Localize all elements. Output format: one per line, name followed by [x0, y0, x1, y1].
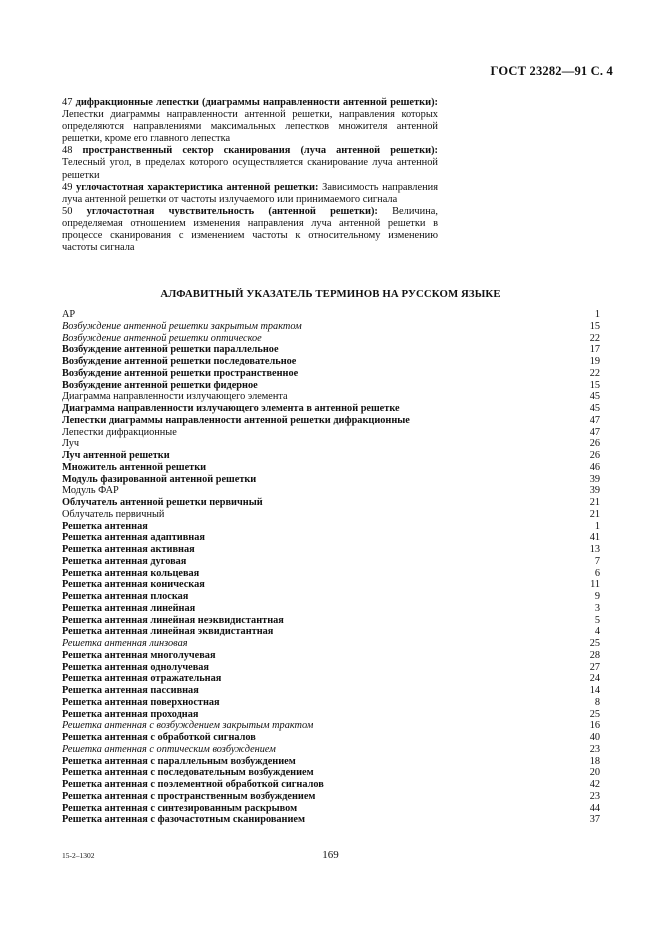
- index-term: Решетка антенная плоская: [62, 591, 189, 602]
- index-term-number: 25: [589, 708, 600, 720]
- term-definition: Лепестки диаграммы направленности антенной решетки, направления которых определяются направлениями максимальных лепестков множителя антенной решетки, кроме его главного лепестка: [62, 109, 438, 145]
- index-term-number: 21: [589, 497, 600, 508]
- index-entry: [62, 697, 600, 709]
- index-term: Решетка антенная с последовательным возбуждением: [62, 767, 314, 779]
- document-header: ГОСТ 23282—91 С. 4: [490, 64, 613, 78]
- index-term-number: 24: [589, 673, 600, 685]
- index-term: Решетка антенная многолучевая: [62, 649, 216, 661]
- index-term-number: 46: [589, 461, 600, 473]
- index-term-number: 8: [594, 696, 600, 708]
- index-term: Решетка антенная: [62, 520, 148, 532]
- index-term-number: 47: [589, 426, 600, 438]
- index-entry: [62, 427, 600, 439]
- index-term-number: 9: [594, 591, 600, 602]
- index-term-number: 39: [589, 485, 600, 497]
- index-entry: [62, 462, 600, 474]
- term-number: 48: [62, 145, 73, 157]
- index-term: Решетка антенная пассивная: [62, 685, 199, 696]
- index-term-number: 7: [594, 555, 600, 567]
- index-term: Решетка антенная активная: [62, 544, 195, 555]
- index-term: Диаграмма направленности излучающего элемента: [62, 391, 288, 403]
- term-entry: [62, 182, 438, 206]
- print-code: 15-2–1302: [62, 851, 95, 860]
- index-term: Решетка антенная с пространственным возбуждением: [62, 790, 316, 802]
- index-entry: [62, 509, 600, 521]
- index-term: Решетка антенная дуговая: [62, 555, 187, 567]
- index-entry: [62, 544, 600, 556]
- index-term-number: 5: [594, 614, 600, 626]
- index-term-number: 1: [594, 309, 600, 320]
- index-term-number: 45: [589, 391, 600, 403]
- term-number: 49: [62, 181, 73, 193]
- index-term: АР: [62, 309, 76, 320]
- term-definition: Величина, определяемая отношением изменения направления луча антенной решетки в процессе сканирования с изменением частоты к относительному изменению частоты сигнала: [62, 205, 438, 254]
- index-term: Луч: [62, 438, 80, 450]
- index-entry: [62, 474, 600, 486]
- index-entry: [62, 603, 600, 615]
- index-term-number: 41: [589, 532, 600, 544]
- term-definition: Зависимость направления луча антенной решетки от частоты излучаемого или принимаемого сигнала: [62, 181, 438, 205]
- index-entry: [62, 309, 600, 321]
- term-name: пространственный сектор сканирования (луча антенной решетки):: [82, 145, 438, 157]
- index-term: Решетка антенная отражательная: [62, 673, 222, 685]
- index-term-number: 16: [589, 720, 600, 732]
- index-term-number: 17: [589, 344, 600, 356]
- term-entry: [62, 97, 438, 145]
- index-term: Решетка антенная с обработкой сигналов: [62, 732, 256, 743]
- index-entry: [62, 803, 600, 815]
- term-number: 47: [62, 97, 73, 108]
- index-term-number: 39: [589, 473, 600, 485]
- index-term-number: 22: [589, 367, 600, 379]
- index-term: Решетка антенная с возбуждением закрытым трактом: [62, 720, 314, 732]
- index-entry: [62, 732, 600, 744]
- index-term: Решетка антенная с синтезированным раскрывом: [62, 802, 298, 814]
- index-entry: [62, 615, 600, 627]
- index-term: Решетка антенная линейная: [62, 602, 196, 614]
- term-definitions: [62, 97, 438, 254]
- index-term-number: 27: [589, 661, 600, 673]
- index-term: Облучатель первичный: [62, 508, 165, 520]
- index-term: Возбуждение антенной решетки параллельное: [62, 344, 279, 356]
- index-title: АЛФАВИТНЫЙ УКАЗАТЕЛЬ ТЕРМИНОВ НА РУССКОМ ЯЗЫКЕ: [160, 288, 501, 300]
- index-entry: [62, 791, 600, 803]
- index-term-number: 28: [589, 649, 600, 661]
- index-term: Лепестки диаграммы направленности антенной решетки дифракционные: [62, 414, 410, 426]
- index-term-number: 45: [589, 403, 600, 414]
- index-term: Модуль фазированной антенной решетки: [62, 473, 257, 485]
- index-entry: [62, 767, 600, 779]
- term-entry: [62, 206, 438, 254]
- index-term: Диаграмма направленности излучающего элемента в антенной решетке: [62, 403, 400, 414]
- index-term: Решетка антенная адаптивная: [62, 532, 205, 544]
- index-entry: [62, 485, 600, 497]
- index-term-number: 15: [589, 379, 600, 391]
- index-term: Решетка антенная линзовая: [62, 638, 188, 649]
- index-term: Решетка антенная с поэлементной обработкой сигналов: [62, 779, 324, 790]
- index-entry: [62, 391, 600, 403]
- index-term: Возбуждение антенной решетки фидерное: [62, 379, 258, 391]
- index-entry: [62, 532, 600, 544]
- index-entry: [62, 814, 600, 826]
- term-name: углочастотная чувствительность (антенной решетки):: [86, 205, 378, 217]
- index-term-number: 23: [589, 790, 600, 802]
- index-term: Решетка антенная линейная неэквидистантная: [62, 614, 284, 626]
- index-term: Возбуждение антенной решетки закрытым трактом: [62, 320, 302, 332]
- index-term: Решетка антенная с оптическим возбуждением: [62, 743, 276, 755]
- index-term-number: 26: [589, 438, 600, 450]
- index-entry: [62, 709, 600, 721]
- index-term-number: 47: [589, 414, 600, 426]
- index-term: Возбуждение антенной решетки последовательное: [62, 356, 297, 367]
- term-definition: Телесный угол, в пределах которого осуществляется сканирование луча антенной решетки: [62, 157, 438, 181]
- index-term-number: 11: [590, 579, 600, 591]
- index-entry: [62, 744, 600, 756]
- index-term: Возбуждение антенной решетки пространственное: [62, 367, 299, 379]
- index-entry: [62, 673, 600, 685]
- index-term: Решетка антенная коническая: [62, 579, 205, 591]
- index-term: Решетка антенная с параллельным возбуждением: [62, 755, 296, 767]
- index-entry: [62, 650, 600, 662]
- term-name: углочастотная характеристика антенной решетки:: [76, 181, 319, 193]
- index-term-number: 21: [589, 508, 600, 520]
- index-term-number: 6: [594, 567, 600, 579]
- index-term: Решетка антенная с фазочастотным сканированием: [62, 814, 306, 826]
- index-term: Решетка антенная линейная эквидистантная: [62, 626, 274, 638]
- index-entry: [62, 368, 600, 380]
- index-term-number: 25: [589, 638, 600, 649]
- index-term-number: 20: [589, 767, 600, 779]
- index-term-number: 4: [594, 626, 600, 638]
- index-term-number: 19: [589, 356, 600, 367]
- index-term: Возбуждение антенной решетки оптическое: [62, 332, 262, 344]
- term-name: дифракционные лепестки (диаграммы направленности антенной решетки):: [75, 97, 438, 108]
- index-entry: [62, 756, 600, 768]
- index-term: Решетка антенная поверхностная: [62, 696, 220, 708]
- index-entry: [62, 497, 600, 509]
- page-number: 169: [322, 849, 339, 861]
- index-term-number: 3: [594, 602, 600, 614]
- index-term: Решетка антенная кольцевая: [62, 567, 200, 579]
- index-term-number: 26: [589, 450, 600, 461]
- index-term-number: 23: [589, 743, 600, 755]
- index-entry: [62, 685, 600, 697]
- index-entry: [62, 779, 600, 791]
- index-term-number: 15: [589, 320, 600, 332]
- index-entry: [62, 415, 600, 427]
- index-entry: [62, 579, 600, 591]
- index-entry: [62, 438, 600, 450]
- index-entry: [62, 521, 600, 533]
- alphabetical-index: [62, 309, 600, 826]
- term-number: 50: [62, 205, 73, 217]
- index-term-number: 1: [594, 520, 600, 532]
- index-entry: [62, 344, 600, 356]
- index-term: Решетка антенная проходная: [62, 708, 199, 720]
- index-entry: [62, 556, 600, 568]
- index-entry: [62, 321, 600, 333]
- index-entry: [62, 568, 600, 580]
- index-term: Луч антенной решетки: [62, 450, 170, 461]
- index-term-number: 14: [589, 685, 600, 696]
- index-term-number: 44: [589, 802, 600, 814]
- index-entry: [62, 720, 600, 732]
- index-term-number: 22: [589, 332, 600, 344]
- index-entry: [62, 380, 600, 392]
- index-entry: [62, 333, 600, 345]
- index-entry: [62, 450, 600, 462]
- index-entry: [62, 356, 600, 368]
- index-term-number: 40: [589, 732, 600, 743]
- term-entry: [62, 145, 438, 181]
- index-entry: [62, 638, 600, 650]
- index-entry: [62, 403, 600, 415]
- index-entry: [62, 591, 600, 603]
- index-term-number: 18: [589, 755, 600, 767]
- index-entry: [62, 626, 600, 638]
- index-term: Решетка антенная однолучевая: [62, 661, 210, 673]
- index-term: Множитель антенной решетки: [62, 461, 207, 473]
- index-term-number: 42: [589, 779, 600, 790]
- index-term-number: 37: [589, 814, 600, 826]
- index-term-number: 13: [589, 544, 600, 555]
- index-term: Модуль ФАР: [62, 485, 119, 497]
- index-term: Лепестки дифракционные: [62, 426, 177, 438]
- index-term: Облучатель антенной решетки первичный: [62, 497, 263, 508]
- index-entry: [62, 662, 600, 674]
